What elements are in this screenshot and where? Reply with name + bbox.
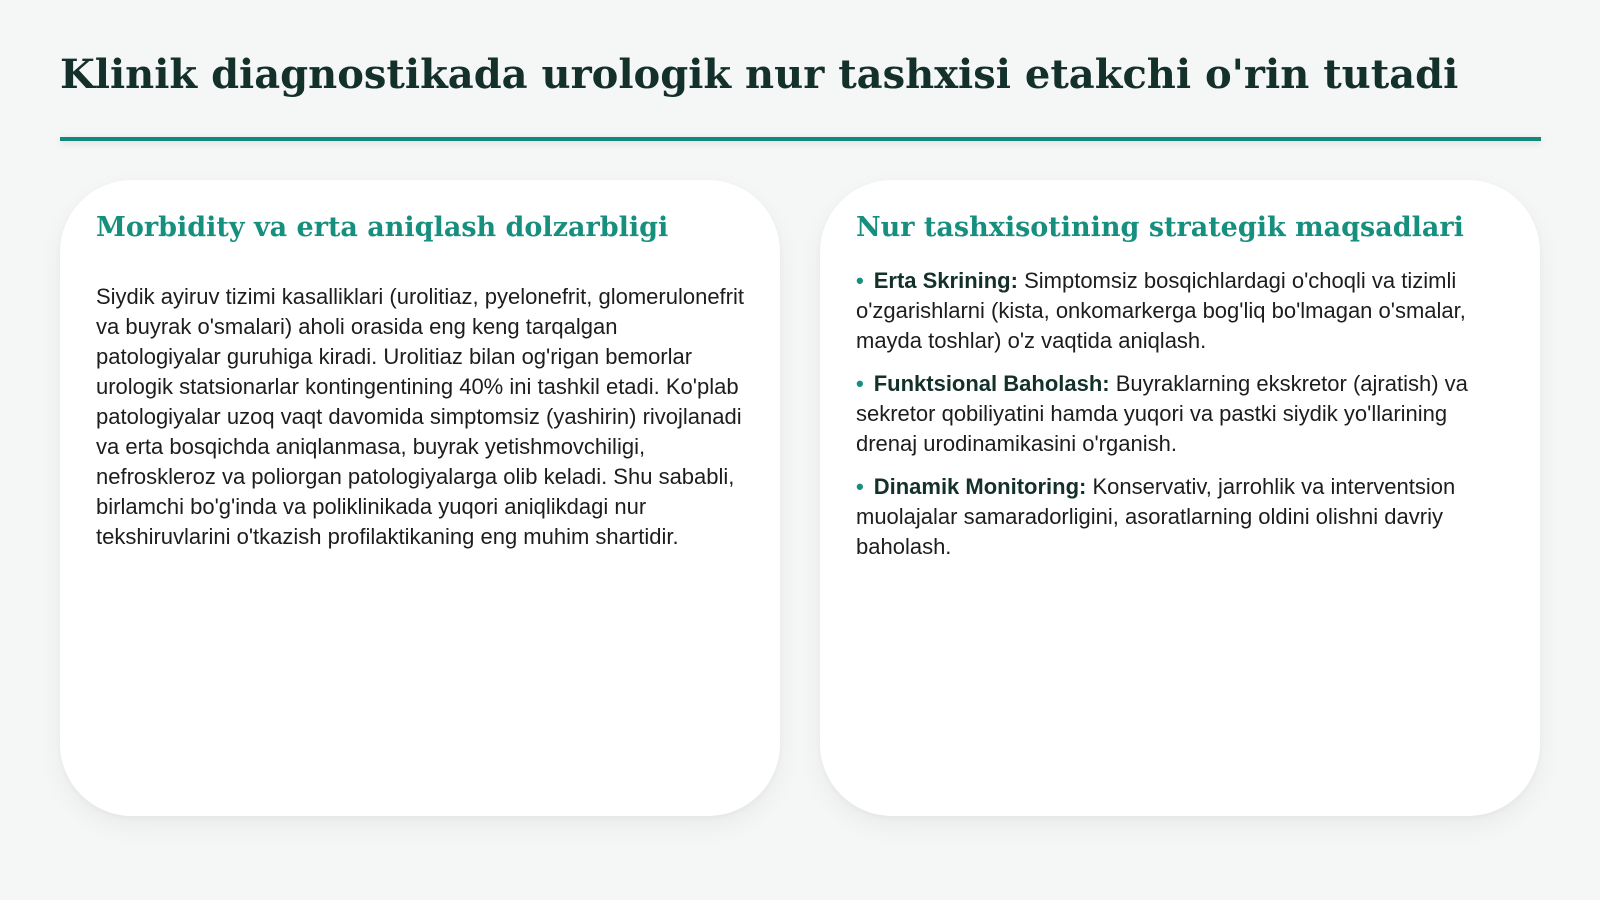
morbidity-card-heading: Morbidity va erta aniqlash dolzarbligi: [96, 212, 669, 243]
bullet-dot-icon: •: [856, 474, 864, 499]
objective-item-screening: [856, 266, 1504, 356]
objective-term: Erta Skrining:: [873, 268, 1018, 293]
objective-item-monitoring: [856, 472, 1504, 562]
objective-term: Dinamik Monitoring:: [873, 474, 1087, 499]
objectives-card-heading: Nur tashxisotining strategik maqsadlari: [856, 212, 1464, 243]
title-divider: [60, 137, 1541, 141]
objective-item-functional: [856, 369, 1504, 459]
morbidity-card: [60, 180, 780, 816]
page-title: Klinik diagnostikada urologik nur tashxisi etakchi o'rin tutadi: [60, 51, 1459, 98]
objectives-list: [856, 266, 1504, 562]
objective-text: Simptomsiz bosqichlardagi o'choqli va tizimli o'zgarishlarni (kista, onkomarkerga bog'liq bo'lmagan o'smalar, mayda toshlar) o'z vaqtida aniqlash.: [856, 268, 1466, 353]
bullet-dot-icon: •: [856, 371, 864, 396]
objectives-card: [820, 180, 1540, 816]
objective-text: Buyraklarning ekskretor (ajratish) va sekretor qobiliyatini hamda yuqori va pastki siydik yo'llarining drenaj urodinamikasini o'rganish.: [856, 371, 1468, 456]
morbidity-card-body: Siydik ayiruv tizimi kasalliklari (urolitiaz, pyelonefrit, glomerulonefrit va buyrak o'smalari) aholi orasida eng keng tarqalgan patologiyalar guruhiga kiradi. Urolitiaz bilan og'rigan bemorlar urologik statsionarlar kontingentining 40% ini tashkil etadi. Ko'plab patologiyalar uzoq vaqt davomida simptomsiz (yashirin) rivojlanadi va erta bosqichda aniqlanmasa, buyrak yetishmovchiligi, nefroskleroz va poliorgan patologiyalarga olib keladi. Shu sababli, birlamchi bo'g'inda va poliklinikada yuqori aniqlikdagi nur tekshiruvlarini o'tkazish profilaktikaning eng muhim shartidir.: [96, 284, 744, 549]
objective-term: Funktsional Baholash:: [873, 371, 1110, 396]
objective-text: Konservativ, jarrohlik va interventsion muolajalar samaradorligini, asoratlarning oldini olishni davriy baholash.: [856, 474, 1456, 559]
bullet-dot-icon: •: [856, 268, 864, 293]
